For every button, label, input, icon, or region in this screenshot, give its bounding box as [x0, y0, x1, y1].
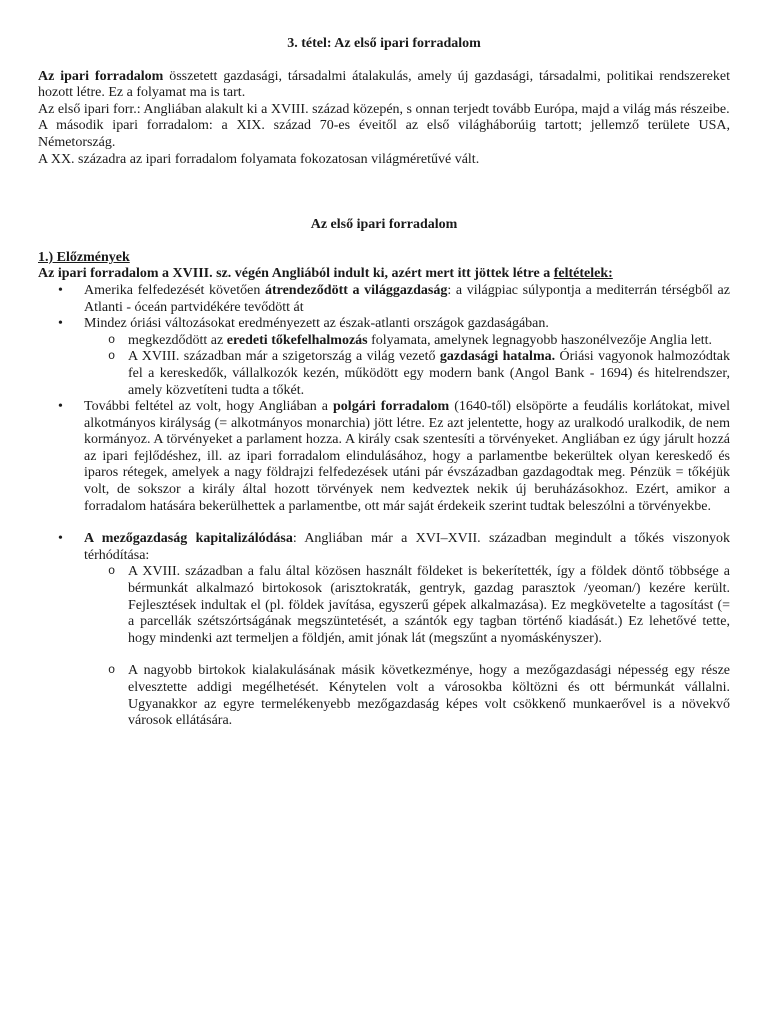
bullet-text: : a világpiac súlypontja a mediterrán térségből az Atlanti - óceán partvidékére tevődött át: [84, 282, 730, 315]
bullet-text: : Angliában már a XVI–XVII. században megindult a tőkés viszonyok térhódítása:: [84, 531, 731, 563]
sub-bold: eredeti tőkefelhalmozás: [226, 332, 368, 348]
intro-paragraph-2: Az első ipari forr.: Angliában alakult ki a XVIII. század közepén, s onnan terjedt tovább Európa, majd a világ más részeibe.: [38, 101, 730, 117]
lead-underlined: feltételek:: [553, 266, 613, 282]
bullet-bold: polgári forradalom: [333, 399, 450, 415]
sub-item-1: [38, 333, 730, 350]
intro-term: Az ipari forradalom: [38, 68, 164, 84]
sub-item-3: o A XVIII. században a falu által közösen használt földeket is bekerítették, így a földek döntő többsége a bérmunkát alkalmazó birtokosok (arisztokraták, gentryk, gazdag parasztok /yeoman/) kezére került. Fejlesztések indultak el (pl. földek javítása, egyszerű gépek alkalmazása). Ez megkövetelte a tagosítást (= a parcellák szétszórtságának megszüntetését, a szántók egy tagban történő kiadását.) Ez lehetővé tette, hogy mindenki azt termeljen a földjén, amit jónak lát (megszűnt a nyomáskényszer).: [38, 564, 730, 647]
subsection-lead: [38, 266, 730, 283]
bullet-bold: A mezőgazdaság kapitalizálódása: [84, 531, 293, 547]
sub-item-4: o A nagyobb birtokok kialakulásának másik következménye, hogy a mezőgazdasági népesség egy része elvesztette addigi megélhetését. Kénytelen volt a városokba költözni és ott bérmunkát vállalni. Ugyanakkor az egyre termelékenyebb mezőgazdaság képes volt csökkenő munkaerővel is a növekvő városok ellátására.: [38, 663, 730, 729]
intro-paragraph-4: A XX. századra az ipari forradalom folyamata fokozatosan világméretűvé vált.: [38, 151, 480, 167]
bullet-list-2: [38, 399, 730, 515]
bullet-list-3: [38, 531, 730, 564]
subsection-heading: 1.) Előzmények: [38, 249, 130, 265]
bullet-list: [38, 283, 730, 333]
intro-paragraph-1: [38, 69, 730, 102]
intro-paragraph-3: A második ipari forradalom: a XIX. század 70-es éveitől az első világháborúig tartott; jellemző területe USA, Németország.: [38, 118, 730, 150]
document-title: 3. tétel: Az első ipari forradalom: [287, 36, 481, 51]
intro-text: összetett gazdasági, társadalmi átalakulás, amely új gazdasági, társadalmi, politikai rendszereket hozott létre. Ez a folyamat ma is tart.: [38, 68, 730, 101]
sub-item-2: [38, 349, 730, 399]
sub-text: A XVIII. században már a szigetország a világ vezető: [128, 349, 440, 365]
sub-list-3: [38, 663, 730, 729]
section-title: Az első ipari forradalom: [310, 217, 458, 233]
bullet-text: További feltétel az volt, hogy Angliában a: [84, 399, 334, 415]
sub-text: Óriási vagyonok halmozódtak fel a kereskedők, vállalkozók kezén, működött egy modern bank (Angol Bank - 1694) és hitelrendszer, amely közvetíteni tudta a tőkét.: [128, 349, 730, 398]
bullet-item-4: [38, 531, 730, 564]
bullet-bold: átrendeződött a világgazdaság: [264, 282, 448, 298]
sub-bold: gazdasági hatalma.: [439, 349, 556, 365]
sub-text: megkezdődött az: [128, 332, 227, 348]
bullet-text: Mindez óriási változásokat eredményezett az észak-atlanti országok gazdaságában.: [84, 316, 549, 332]
sub-text: folyamata, amelynek legnagyobb haszonélvezője Anglia lett.: [367, 332, 713, 348]
lead-text: Az ipari forradalom a XVIII. sz. végén Angliából indult ki, azért mert itt jöttek létre a: [38, 266, 554, 282]
bullet-text: (1640-től) elsöpörte a feudális korlátokat, mivel alkotmányos királyság (= alkotmányos monarchia) jött létre. Ez azt jelentette, hogy az uralkodó uralkodik, de nem kormányoz. A törvényeket a parlament hozza. A király csak szentesíti a törvényeket. Angliában ez úgy járult hozzá az ipari fejlődéshez, ill. az ipari forradalom elindulásához, hogy a parlamentbe bekerültek olyan kereskedő és iparos rétegek, amelyek a nagy földrajzi felfedezések utáni pár évszázadban gazdagodtak meg. Pénzük = tőkéjük volt, de sokszor a király által hozott törvények nem kedveztek nekik új beruházásokhoz. Ezért, amikor a forradalom hatására bekerülhettek a parlamentbe, ott már saját érdekeik szerint tudtak beleszólni a törvényekbe.: [84, 399, 730, 514]
sub-list-1: [38, 333, 730, 399]
sub-list-2: [38, 564, 730, 647]
bullet-item-2: [38, 316, 730, 333]
bullet-text: Amerika felfedezését követően: [84, 282, 265, 298]
bullet-item-1: [38, 283, 730, 316]
bullet-item-3: [38, 399, 730, 515]
